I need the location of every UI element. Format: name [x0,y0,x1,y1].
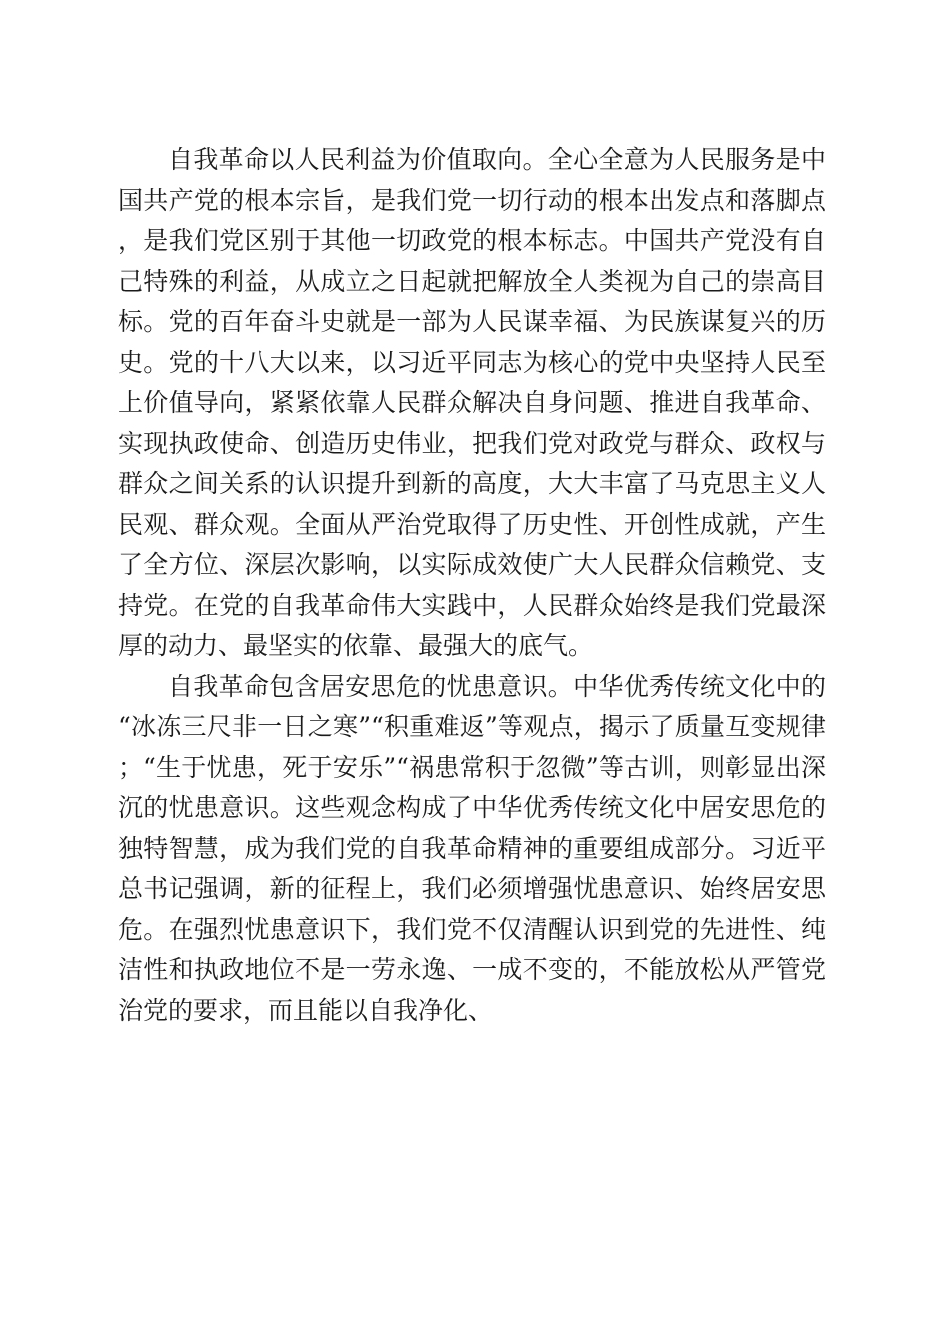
document-page [118,140,826,1031]
paragraph-crisis-awareness: 自我革命包含居安思危的忧患意识。中华优秀传统文化中的“冰冻三尺非一日之寒”“积重难返”等观点，揭示了质量互变规律；“生于忧患，死于安乐”“祸患常积于忽微”等古训，则彰显出深沉的忧患意识。这些观念构成了中华优秀传统文化中居安思危的独特智慧，成为我们党的自我革命精神的重要组成部分。习近平总书记强调，新的征程上，我们必须增强忧患意识、始终居安思危。在强烈忧患意识下，我们党不仅清醒认识到党的先进性、纯洁性和执政地位不是一劳永逸、一成不变的，不能放松从严管党治党的要求，而且能以自我净化、 [118,671,826,1025]
paragraph-people-interest: 自我革命以人民利益为价值取向。全心全意为人民服务是中国共产党的根本宗旨，是我们党一切行动的根本出发点和落脚点，是我们党区别于其他一切政党的根本标志。中国共产党没有自己特殊的利益，从成立之日起就把解放全人类视为自己的崇高目标。党的百年奋斗史就是一部为人民谋幸福、为民族谋复兴的历史。党的十八大以来，以习近平同志为核心的党中央坚持人民至上价值导向，紧紧依靠人民群众解决自身问题、推进自我革命、实现执政使命、创造历史伟业，把我们党对政党与群众、政权与群众之间关系的认识提升到新的高度，大大丰富了马克思主义人民观、群众观。全面从严治党取得了历史性、开创性成就，产生了全方位、深层次影响，以实际成效使广大人民群众信赖党、支持党。在党的自我革命伟大实践中，人民群众始终是我们党最深厚的动力、最坚实的依靠、最强大的底气。 [118,145,826,660]
